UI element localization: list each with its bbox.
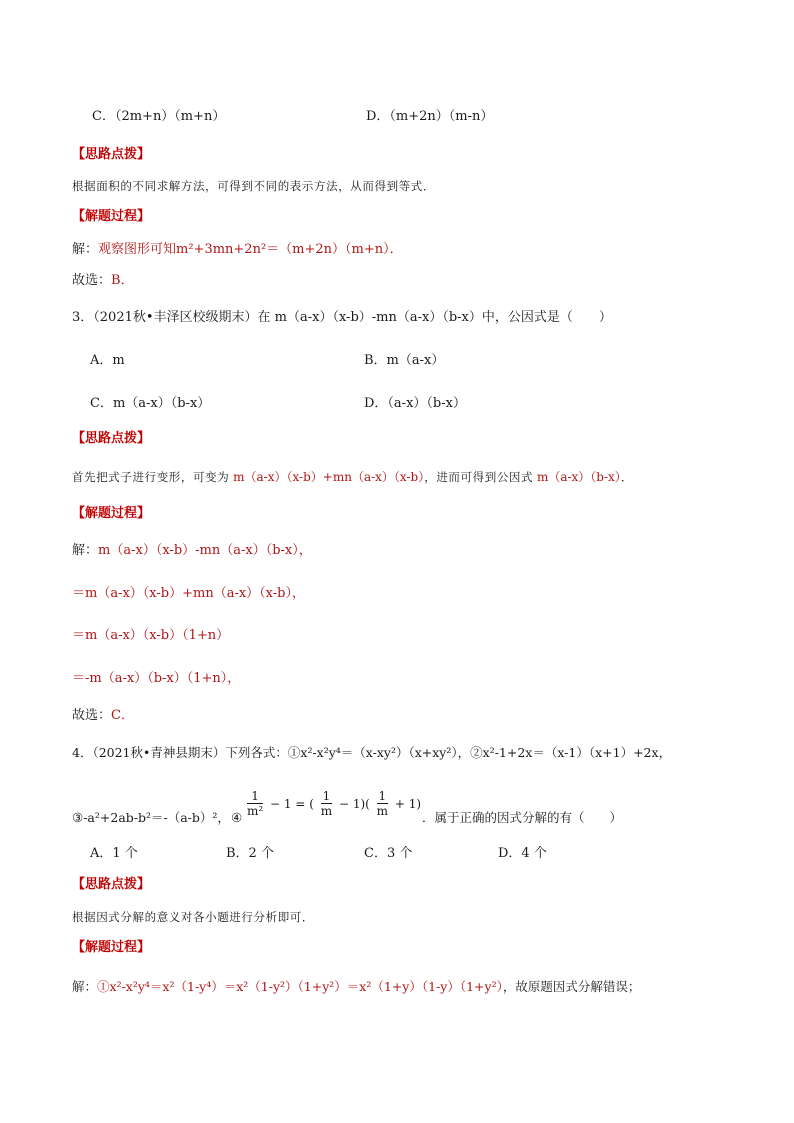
prev-answer-prefix: 故选： [72, 273, 112, 288]
q4-formula-mid: − 1 = ( [270, 796, 314, 811]
q4-option-d: D．4 个 [498, 846, 547, 861]
q4-item-2: ②x²-1+2x＝（x-1）（x+1）+2x， [470, 745, 672, 760]
q3-hint-end: ． [620, 470, 633, 484]
q4-formula-mid-2: − 1)( [338, 796, 370, 811]
q3-hint-expr-1: m（a-x）（x-b）+mn（a-x）（x-b） [229, 470, 425, 484]
q3-step-2: ＝m（a-x）（x-b）+mn（a-x）（x-b）， [72, 586, 306, 601]
q4-formula-frac-1-num: 1 [251, 789, 259, 803]
q4-hint-text: 根据因式分解的意义对各小题进行分析即可． [72, 910, 314, 924]
prev-answer [72, 272, 134, 290]
q3-step-3: ＝m（a-x）（x-b）（1+n） [72, 628, 230, 643]
q4-formula-frac-2-num: 1 [322, 789, 331, 803]
q4-formula-frac-3-num: 1 [378, 789, 387, 803]
q4-process-heading: 【解题过程】 [72, 940, 151, 955]
q4-item-4-formula [247, 789, 421, 818]
prev-solution-expr: 观察图形可知m²+3mn+2n²＝（m+2n）（m+n）． [98, 242, 403, 257]
q3-hint-expr-2: m（a-x）（b-x） [533, 470, 621, 484]
q3-answer [72, 707, 134, 725]
prev-hint-text: 根据面积的不同求解方法，可得到不同的表示方法，从而得到等式． [72, 179, 435, 193]
q4-option-c: C．3 个 [364, 846, 413, 861]
q3-hint-part-c: ，进而可得到公因式 [424, 470, 534, 484]
q4-stem-line-1 [72, 744, 671, 762]
q4-formula-frac-1 [247, 789, 263, 818]
q4-option-b: B．2 个 [226, 846, 274, 861]
q3-option-d: D．（a-x）（b-x） [364, 396, 466, 411]
q4-stem-intro: 4．（2021秋•青神县期末）下列各式： [72, 745, 288, 760]
prev-option-c: C．（2m+n）（m+n） [92, 109, 226, 124]
q4-item-3: ③-a²+2ab-b²＝-（a-b）²， [72, 810, 230, 825]
q3-option-a: A．m [90, 353, 125, 368]
q3-answer-prefix: 故选： [72, 708, 112, 723]
q3-step-4: ＝-m（a-x）（b-x）（1+n）， [72, 671, 241, 686]
prev-solution [72, 241, 403, 259]
q4-solution-prefix: 解： [72, 979, 98, 994]
q4-stem-end: ．属于正确的因式分解的有（ ） [422, 810, 623, 825]
q4-formula-frac-2-den: m [320, 804, 333, 818]
q4-solution-expr: ①x²-x²y⁴＝x²（1-y⁴）＝x²（1-y²）（1+y²）＝x²（1+y）（1-y）（1+y²） [97, 979, 503, 994]
prev-hint-heading: 【思路点拨】 [72, 147, 151, 162]
q4-item-1: ①x²-x²y⁴＝（x-xy²）（x+xy²）， [287, 745, 471, 760]
q4-formula-frac-1-den: m² [247, 804, 264, 818]
q4-formula-frac-2 [321, 789, 332, 818]
q3-option-b: B．m（a-x） [364, 353, 445, 368]
q4-formula-frac-3 [377, 789, 388, 818]
q3-hint-part-a: 首先把式子进行变形，可变为 [72, 470, 230, 484]
q3-step-1-expr: m（a-x）（x-b）-mn（a-x）（b-x）， [98, 543, 312, 558]
q4-solution [72, 978, 640, 996]
q4-hint-heading: 【思路点拨】 [72, 877, 151, 892]
prev-solution-prefix: 解： [72, 242, 99, 257]
q3-option-c: C．m（a-x）（b-x） [90, 396, 211, 411]
q3-stem: 3．（2021秋•丰泽区校级期末）在 m（a-x）（x-b）-mn（a-x）（b-x）中，公因式是（ ） [72, 310, 612, 325]
q3-answer-choice: C． [111, 708, 134, 723]
q4-item-4-label: ④ [231, 810, 243, 825]
q3-step-1 [72, 542, 312, 560]
q3-step-1-prefix: 解： [72, 543, 99, 558]
q4-formula-end: + 1) [394, 796, 422, 811]
q3-hint [72, 468, 633, 486]
q3-process-heading: 【解题过程】 [72, 506, 151, 521]
q4-solution-tail: ，故原题因式分解错误； [502, 979, 641, 994]
prev-answer-choice: B． [111, 273, 134, 288]
prev-process-heading: 【解题过程】 [72, 209, 151, 224]
prev-option-d: D．（m+2n）（m-n） [366, 109, 494, 124]
q4-option-a: A．1 个 [90, 846, 138, 861]
q3-hint-heading: 【思路点拨】 [72, 431, 151, 446]
q4-formula-frac-3-den: m [376, 804, 389, 818]
